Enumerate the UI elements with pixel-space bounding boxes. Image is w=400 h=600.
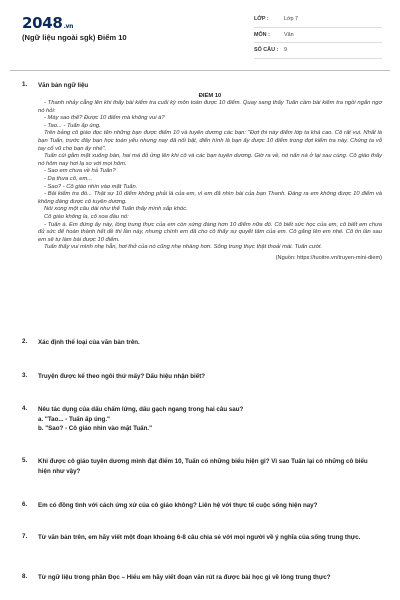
story-paragraph: - Tao... - Tuấn ấp úng. — [44, 122, 101, 129]
meta-value: Văn — [284, 31, 294, 38]
story-paragraph: - Sao em chưa về hả Tuấn? — [44, 168, 116, 175]
question-text: Nêu tác dụng của dấu chấm lửng, dấu gạch ngang trong hai câu sau? — [38, 406, 244, 413]
question-text: Từ văn bản trên, em hãy viết một đoạn khoảng 6-8 câu chia sẻ với mọi người về ý nghĩa của sống trung thực. — [38, 534, 361, 541]
meta-row-subject — [254, 28, 382, 44]
page-header — [0, 0, 400, 64]
meta-value: 9 — [284, 47, 287, 54]
question-number: 2. — [22, 338, 28, 345]
story-paragraph: - Mày sao thế? Được 10 điểm mà không vui à? — [44, 115, 165, 122]
meta-value: Lớp 7 — [284, 16, 299, 23]
question-text: Khi được cô giáo tuyên dương mình đạt điểm 10, Tuấn có những biểu hiện gì? Vì sao Tuấn lại có những cô biểu hiện như vậy? — [38, 458, 368, 475]
meta-key: SỐ CÂU : — [254, 47, 279, 54]
question-number: 4. — [22, 405, 28, 412]
story-paragraph: Cô giáo không la, cô xoa đầu nó: — [44, 214, 129, 220]
question-number: 5. — [22, 457, 28, 464]
story-paragraph: - Tuấn à. Em đứng ấy này, lòng trung thực của em còn xứng đáng hơn 10 điểm nữa đó. Cô biết sức học của em, cô biết em chưa đủ sức để hoàn thành hết đề thi lần này, nhưng chính em đã cho cô thấy sự quyết tâm của em. Cô gắng lên em nhé. Cô tin lần sau em sẽ tự làm bài được 10 điểm. — [38, 221, 382, 243]
question-label: Văn bản ngữ liệu — [38, 82, 89, 89]
site-logo[interactable] — [22, 14, 73, 32]
meta-key: LỚP : — [254, 16, 269, 23]
question-text: Em có đồng tình với cách ứng xử của cô giáo không? Liên hệ với thực tế cuộc sống hiện nay? — [38, 502, 318, 509]
option-a: a. "Tao... - Tuấn ấp úng." — [38, 415, 110, 423]
question-text: Từ ngữ liệu trong phần Đọc – Hiểu em hãy viết đoạn văn rút ra được bài học gì về lòng trung thực? — [38, 574, 331, 581]
meta-key: MÔN : — [254, 31, 270, 38]
story-paragraph: - Dạ thưa cô, em... — [44, 176, 93, 183]
question-number: 7. — [22, 533, 28, 540]
story-title: ĐIỂM 10 — [198, 92, 222, 99]
question-text: Truyện được kể theo ngôi thứ mấy? Dấu hiệu nhận biết? — [38, 373, 206, 380]
meta-row-grade — [254, 12, 382, 28]
story-paragraph: Trên bảng cô giáo đọc tên những bạn được điểm 10 và tuyên dương các bạn: "Đợt thi này điểm lớp ta khá cao. Cô rất vui. Nhất là bạn Tuấn, trước đây bạn học toán yếu nhưng nay đã nổi bật, điển hình là bạn ấy được 10 điểm trong đợt kiểm tra này. Chúng ta vỗ tay cổ vũ cho bạn ấy nhé". — [38, 130, 382, 152]
meta-info — [254, 12, 382, 59]
story-paragraph: Nói xong một câu dài như thế Tuấn thấy mình sắp khóc. — [44, 206, 188, 213]
question-body — [38, 81, 382, 261]
question-number: 1. — [22, 81, 28, 88]
meta-row-count — [254, 43, 382, 59]
header-divider — [10, 70, 390, 71]
logo-suffix: .vn — [63, 23, 74, 30]
logo-text: 2048 — [22, 14, 63, 32]
question-text: Xác định thể loại của văn bản trên. — [38, 339, 140, 346]
story-paragraph: Tuấn thấy vui mình nhẹ hẫn, hơi thở của nó cũng nhẹ nhàng hơn. Sống trung thực thật thoải mái. Tuấn cười. — [44, 244, 322, 251]
source-citation: (Nguồn: https://tuoitre.vn/truyen-mini-diem) — [275, 254, 382, 261]
story-paragraph: - Thanh nhảy cẫng lên khi thấy bài kiểm tra cuối kỳ môn toán được 10 điểm. Quay sang thấy Tuấn cầm bài kiểm tra ngồi ngẩn ngơ nó hỏi: — [38, 100, 382, 114]
question-number: 6. — [22, 501, 28, 508]
question-number: 8. — [22, 573, 28, 580]
option-b: b. "Sao? - Cô giáo nhìn vào mặt Tuấn." — [38, 425, 153, 432]
story-paragraph: - Sao? - Cô giáo nhìn vào mặt Tuấn. — [44, 183, 138, 190]
story-paragraph: Tuấn cúi gằm mặt xuống bàn, hai má đỏ ửng lên khi cô và các bạn tuyên dương. Giờ ra về, nó nấn ná ở lại sau cùng. Cô giáo thấy nó hôm nay hơi lạ so với mọi hôm. — [38, 153, 382, 167]
question-number: 3. — [22, 372, 28, 379]
story-passage — [38, 93, 382, 252]
story-paragraph: - Bài kiểm tra đó... Thật sự 10 điểm không phải là của em, vì em đã nhìn bài của bạn Thanh. Đáng ra em không được 10 điểm và không đáng được cô tuyên dương. — [38, 191, 382, 205]
document-title: (Ngữ liệu ngoài sgk) Điểm 10 — [22, 33, 127, 42]
